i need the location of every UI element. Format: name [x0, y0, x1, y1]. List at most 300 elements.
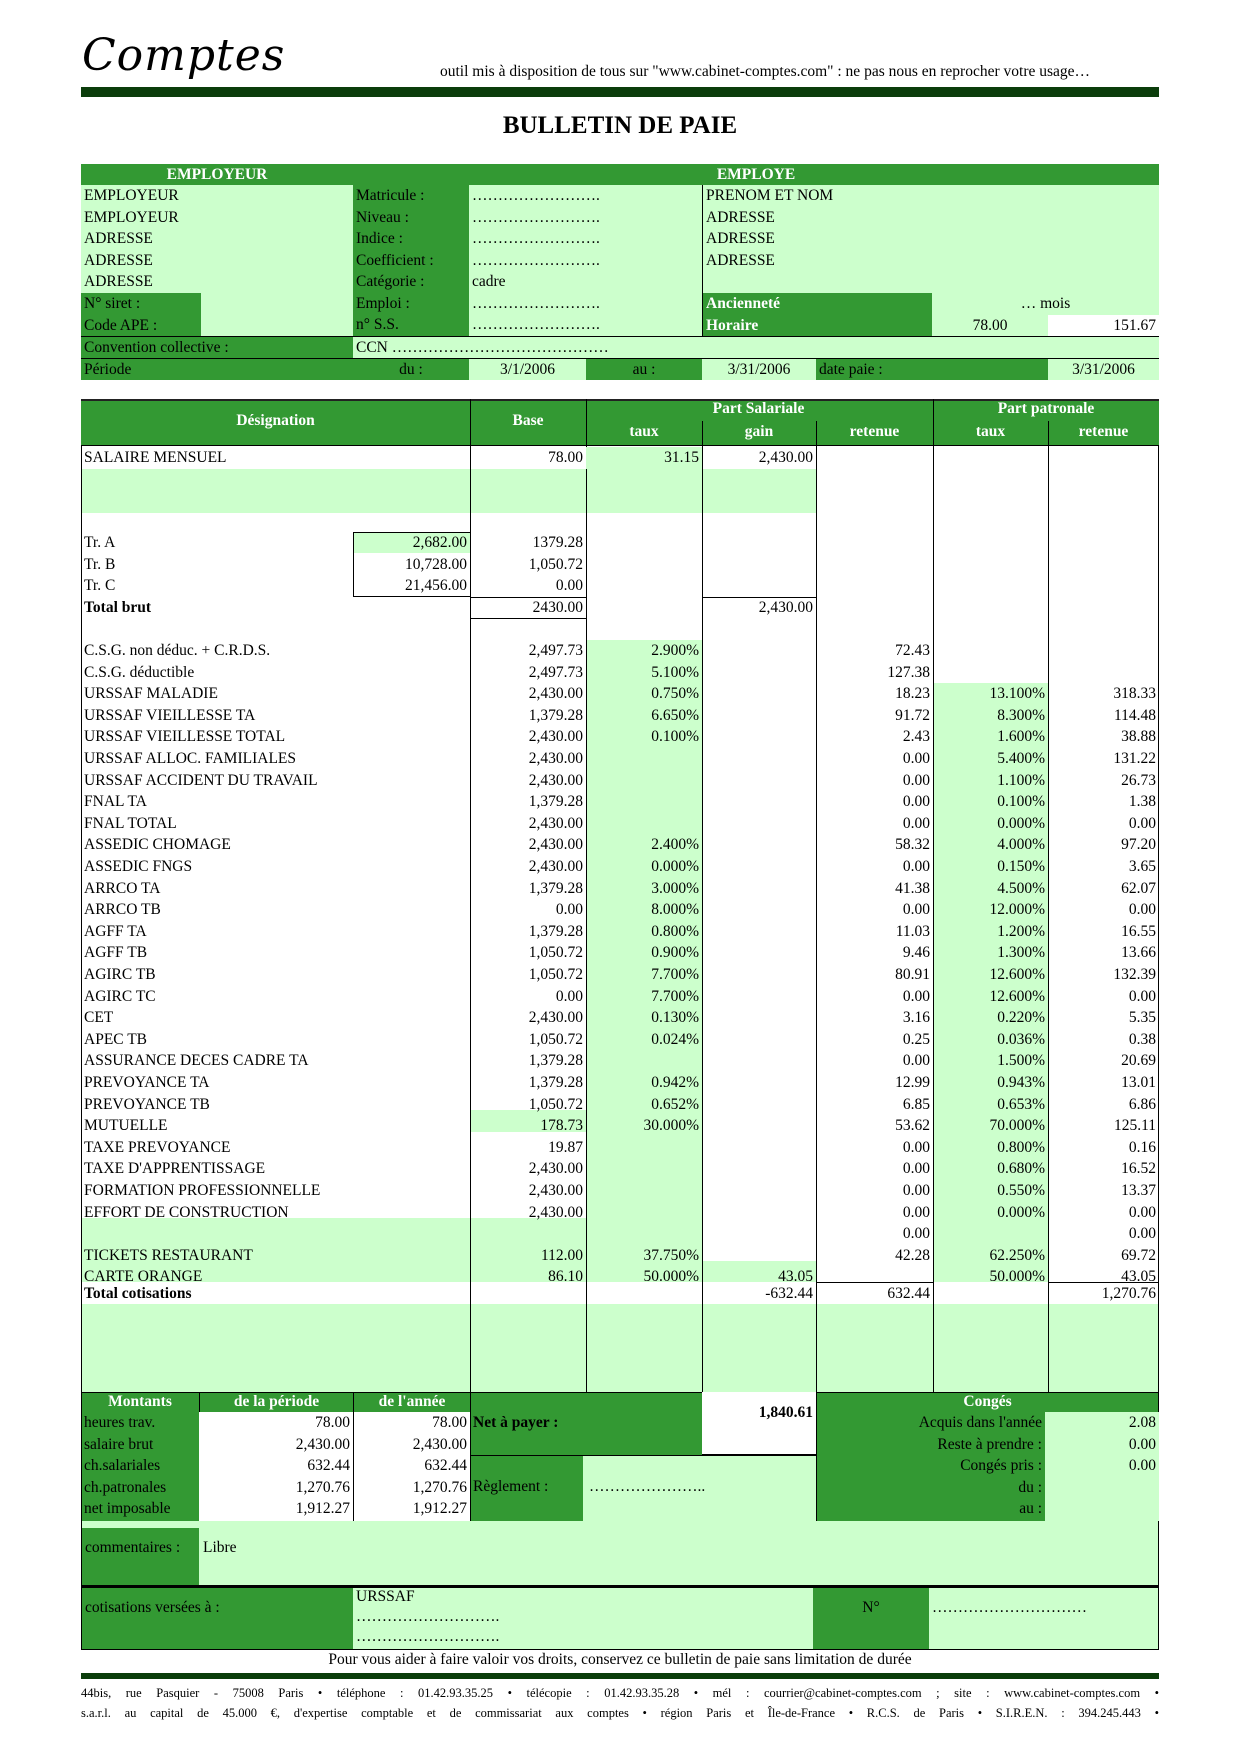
footer-legal: s.a.r.l. au capital de 45.000 €, d'expertise comptable et de commissariat aux comptes • région Paris et Île-de-France • R.C.S. de Paris • S.I.R.E.N. : 394.245.443 • — [81, 1706, 1159, 1720]
table-row — [81, 1115, 1159, 1137]
row-sal-taux[interactable]: 0.130% — [651, 1009, 699, 1027]
row-sal-retenue: 0.00 — [902, 987, 930, 1005]
row-sal-gain — [702, 1180, 816, 1202]
row-pat-retenue: 0.16 — [1128, 1138, 1156, 1156]
table-row — [81, 748, 1159, 770]
indice-label: Indice : — [356, 230, 403, 247]
row-sal-gain — [702, 856, 816, 878]
table-row — [81, 1223, 1159, 1245]
row-sal-taux[interactable]: 0.900% — [651, 944, 699, 962]
table-row — [81, 1180, 1159, 1202]
conges-value[interactable]: 2.08 — [1128, 1414, 1156, 1431]
row-pat-taux[interactable] — [933, 662, 1048, 684]
tranche-base: 1,050.72 — [528, 555, 583, 573]
montants-row — [81, 1434, 470, 1456]
row-base: 19.87 — [548, 1138, 583, 1156]
row-sal-retenue: 0.00 — [902, 771, 930, 789]
row-base: 2,430.00 — [528, 858, 583, 875]
row-sal-retenue: 0.00 — [902, 750, 930, 767]
employee-field-values — [469, 185, 702, 336]
row-sal-gain — [702, 1137, 816, 1159]
table-row — [81, 705, 1159, 727]
row-sal-taux[interactable]: 5.100% — [651, 663, 699, 681]
row-base: 1,379.28 — [528, 1074, 583, 1091]
row-pat-retenue: 5.35 — [1128, 1009, 1156, 1027]
row-sal-retenue: 91.72 — [895, 706, 930, 724]
period-du-label: du : — [353, 358, 469, 380]
row-sal-taux[interactable] — [586, 813, 702, 835]
row-sal-retenue: 0.00 — [902, 858, 930, 875]
row-base: 1,379.28 — [528, 879, 583, 897]
row-pat-taux[interactable]: 1.500% — [997, 1052, 1045, 1070]
total-pat-retenue: 1,270.76 — [1101, 1285, 1156, 1302]
employer-line: ADRESSE — [84, 230, 153, 247]
row-sal-taux[interactable] — [586, 748, 702, 770]
row-sal-retenue: 0.00 — [902, 901, 930, 919]
commentaires-label: commentaires : — [81, 1528, 199, 1585]
row-sal-retenue: 53.62 — [895, 1117, 930, 1135]
table-row — [81, 683, 1159, 705]
row-sal-taux[interactable]: 3.000% — [651, 879, 699, 897]
row-label: TICKETS RESTAURANT — [84, 1246, 253, 1264]
conges-row — [816, 1412, 1159, 1434]
table-row — [81, 1245, 1159, 1267]
row-sal-retenue: 72.43 — [895, 642, 930, 659]
niveau-label: Niveau : — [356, 208, 409, 226]
net-a-payer-label: Net à payer : — [473, 1414, 559, 1431]
row-sal-retenue: 58.32 — [895, 836, 930, 854]
table-row — [81, 1050, 1159, 1072]
montants-periode: 1,912.27 — [295, 1500, 350, 1517]
organisme-line[interactable]: URSSAF — [356, 1588, 415, 1605]
total-sal-retenue: 632.44 — [887, 1285, 930, 1302]
row-sal-gain — [702, 748, 816, 770]
employer-line: ADRESSE — [84, 273, 153, 290]
employee-name-area — [702, 185, 1159, 293]
ape-value[interactable] — [201, 315, 353, 337]
row-sal-taux[interactable]: 2.900% — [651, 642, 699, 659]
row-pat-taux[interactable]: 0.000% — [997, 1203, 1045, 1221]
row-sal-retenue: 11.03 — [895, 922, 930, 940]
row-pat-taux[interactable]: 12.600% — [989, 987, 1045, 1005]
row-sal-taux[interactable]: 7.700% — [651, 987, 699, 1005]
row-sal-gain — [702, 878, 816, 900]
row-pat-retenue: 0.00 — [1128, 987, 1156, 1005]
row-sal-gain — [702, 1007, 816, 1029]
organisme-line[interactable]: ………………………. — [356, 1608, 500, 1625]
row-base: 2,430.00 — [528, 685, 583, 703]
emploi-value[interactable]: ……………………. — [472, 294, 600, 312]
table-row — [81, 1007, 1159, 1029]
row-sal-gain — [702, 921, 816, 943]
row-pat-taux[interactable]: 0.550% — [997, 1182, 1045, 1199]
row-sal-taux[interactable]: 50.000% — [643, 1268, 699, 1286]
row-base: 1,050.72 — [528, 944, 583, 962]
row-pat-retenue: 0.00 — [1128, 1225, 1156, 1243]
reglement-value[interactable]: ………………….. — [589, 1478, 706, 1495]
matricule-value[interactable]: ……………………. — [472, 187, 600, 204]
cotisations-versees-label: cotisations versées à : — [82, 1588, 353, 1649]
anciennete-value[interactable]: … mois — [932, 293, 1159, 315]
row-label: PREVOYANCE TA — [84, 1074, 210, 1091]
row-base: 1,050.72 — [528, 966, 583, 983]
siret-value[interactable] — [201, 293, 353, 315]
row-sal-gain — [702, 1094, 816, 1116]
row-label: URSSAF VIEILLESSE TA — [84, 706, 256, 724]
row-sal-taux[interactable]: 37.750% — [643, 1246, 699, 1264]
table-row — [81, 1158, 1159, 1180]
table-row-tranche — [81, 532, 1159, 554]
convention-value[interactable]: CCN …………………………………… — [353, 336, 1159, 358]
table-row-total-cotisations — [81, 1283, 1159, 1305]
row-pat-taux[interactable]: 0.150% — [997, 858, 1045, 875]
row-pat-taux[interactable]: 0.800% — [997, 1138, 1045, 1156]
table-row — [81, 726, 1159, 748]
row-base: 2,497.73 — [528, 642, 583, 659]
period-au-label: au : — [586, 358, 702, 380]
row-sal-retenue: 0.00 — [902, 1203, 930, 1221]
row-pat-retenue: 0.00 — [1128, 901, 1156, 919]
date-paie-value[interactable]: 3/31/2006 — [1048, 358, 1159, 380]
row-pat-taux[interactable]: 0.680% — [997, 1160, 1045, 1178]
ape-label: Code APE : — [81, 315, 201, 337]
row-sal-taux[interactable]: 0.750% — [651, 685, 699, 703]
period-start-date[interactable]: 3/1/2006 — [469, 358, 586, 380]
convention-label: Convention collective : — [81, 336, 353, 358]
row-pat-taux[interactable]: 0.943% — [997, 1074, 1045, 1091]
row-pat-taux[interactable]: 50.000% — [989, 1268, 1045, 1286]
row-pat-retenue: 1.38 — [1128, 793, 1156, 811]
conges-header: Congés — [963, 1393, 1012, 1410]
col-de-l-annee: de l'année — [353, 1392, 470, 1412]
row-pat-taux[interactable]: 0.000% — [997, 814, 1045, 832]
tranche-label: Tr. A — [84, 534, 116, 551]
row-pat-taux[interactable]: 13.100% — [989, 685, 1045, 703]
row-sal-taux[interactable]: 6.650% — [651, 706, 699, 724]
matricule-label: Matricule : — [356, 187, 425, 204]
row-sal-taux[interactable]: 0.652% — [651, 1095, 699, 1113]
row-base: 2,430.00 — [528, 728, 583, 746]
table-row — [81, 856, 1159, 878]
total-brut-gain: 2,430.00 — [758, 598, 813, 616]
col-designation: Désignation — [236, 412, 315, 429]
row-sal-retenue: 2.43 — [902, 728, 930, 746]
footer-notice: Pour vous aider à faire valoir vos droits, conservez ce bulletin de paie sans limitation de durée — [328, 1651, 912, 1668]
row-pat-taux[interactable]: 0.036% — [997, 1030, 1045, 1048]
row-pat-taux[interactable]: 70.000% — [989, 1117, 1045, 1135]
row-sal-taux[interactable]: 0.000% — [651, 858, 699, 875]
montants-row — [81, 1412, 470, 1434]
row-base: 2,430.00 — [528, 1160, 583, 1178]
row-pat-taux[interactable]: 5.400% — [997, 750, 1045, 767]
row-label: CET — [84, 1009, 114, 1027]
tranche-label: Tr. B — [84, 555, 116, 573]
row-pat-retenue: 62.07 — [1121, 879, 1156, 897]
employer-line: EMPLOYEUR — [84, 208, 179, 226]
row-pat-retenue: 16.52 — [1121, 1160, 1156, 1178]
row-label: FORMATION PROFESSIONNELLE — [84, 1182, 321, 1199]
row-sal-taux[interactable] — [586, 1180, 702, 1202]
row-sal-retenue: 41.38 — [895, 879, 930, 897]
row-sal-gain — [702, 1029, 816, 1051]
employee-name: PRENOM ET NOM — [706, 187, 834, 204]
horaire-label: Horaire — [702, 315, 932, 337]
table-row — [81, 1202, 1159, 1224]
total-brut-base: 2430.00 — [532, 598, 583, 616]
row-label: C.S.G. non déduc. + C.R.D.S. — [84, 642, 271, 659]
row-pat-retenue: 16.55 — [1121, 922, 1156, 940]
row-pat-taux[interactable]: 1.600% — [997, 728, 1045, 746]
montants-label: salaire brut — [84, 1435, 154, 1453]
montants-annee: 632.44 — [424, 1457, 467, 1474]
organisme-line[interactable]: ………………………. — [356, 1628, 500, 1645]
montants-annee: 2,430.00 — [412, 1435, 467, 1453]
row-pat-taux[interactable]: 0.220% — [997, 1009, 1045, 1027]
row-pat-retenue: 125.11 — [1113, 1117, 1156, 1135]
montants-row — [81, 1498, 470, 1520]
commentaires-input[interactable]: Libre — [203, 1539, 237, 1556]
col-part-salariale: Part Salariale — [712, 400, 805, 417]
tranche-label: Tr. C — [84, 577, 116, 595]
row-sal-gain — [702, 1223, 816, 1245]
row-sal-taux[interactable] — [586, 1158, 702, 1180]
row-sal-retenue: 127.38 — [887, 663, 930, 681]
table-row-tranche — [81, 575, 1159, 597]
row-pat-retenue: 318.33 — [1113, 685, 1156, 703]
row-sal-taux[interactable] — [586, 1223, 702, 1245]
page-title: BULLETIN DE PAIE — [502, 112, 738, 139]
table-row — [81, 921, 1159, 943]
row-pat-taux[interactable]: 8.300% — [997, 706, 1045, 724]
row-pat-retenue: 38.88 — [1121, 728, 1156, 746]
row-sal-taux[interactable]: 30.000% — [643, 1117, 699, 1135]
period-label: Période — [81, 358, 353, 380]
tranche-plafond: 21,456.00 — [405, 577, 467, 595]
conges-row — [816, 1477, 1159, 1499]
total-sal-gain: -632.44 — [765, 1285, 813, 1302]
row-pat-taux[interactable]: 1.200% — [997, 922, 1045, 940]
row-label: ASSURANCE DECES CADRE TA — [84, 1052, 309, 1070]
emploi-label: Emploi : — [356, 294, 410, 312]
row-sal-gain — [702, 899, 816, 921]
row-base: 86.10 — [548, 1268, 583, 1286]
row-sal-taux[interactable]: 0.100% — [651, 728, 699, 746]
table-row — [81, 834, 1159, 856]
row-sal-gain — [702, 964, 816, 986]
montants-row — [81, 1477, 470, 1499]
row-sal-gain — [702, 1050, 816, 1072]
employer-line: EMPLOYEUR — [84, 187, 179, 204]
row-sal-gain — [702, 791, 816, 813]
row-base: 2,430.00 — [528, 750, 583, 767]
row-pat-taux[interactable]: 62.250% — [989, 1246, 1045, 1264]
horaire-reference: 151.67 — [1048, 315, 1159, 337]
row-base: 2,430.00 — [528, 1009, 583, 1027]
numero-value[interactable]: ………………………… — [932, 1599, 1087, 1616]
row-sal-gain: 2,430.00 — [758, 449, 813, 466]
row-sal-taux[interactable] — [586, 770, 702, 792]
col-part-patronale: Part patronale — [997, 400, 1095, 417]
row-sal-taux[interactable]: 0.800% — [651, 922, 699, 940]
montants-label: net imposable — [84, 1500, 171, 1517]
employee-address: ADRESSE — [706, 230, 775, 247]
total-cotisations-label: Total cotisations — [84, 1285, 192, 1302]
row-pat-taux[interactable]: 0.653% — [997, 1095, 1045, 1113]
row-pat-retenue: 0.00 — [1128, 1203, 1156, 1221]
row-sal-taux[interactable]: 0.942% — [651, 1074, 699, 1091]
table-row-total-brut — [81, 597, 1159, 619]
montants-periode: 2,430.00 — [295, 1435, 350, 1453]
row-pat-taux[interactable]: 1.100% — [997, 771, 1045, 789]
row-base: 1,379.28 — [528, 922, 583, 940]
row-sal-taux[interactable] — [586, 791, 702, 813]
row-pat-retenue: 69.72 — [1121, 1246, 1156, 1264]
row-sal-gain — [702, 1245, 816, 1267]
employee-address: ADRESSE — [706, 208, 775, 226]
tranche-plafond[interactable]: 2,682.00 — [412, 534, 467, 551]
row-sal-taux[interactable] — [586, 1050, 702, 1072]
table-row — [81, 791, 1159, 813]
montants-annee: 1,270.76 — [412, 1478, 467, 1496]
tranche-base: 0.00 — [555, 577, 583, 595]
row-label: AGFF TA — [84, 922, 147, 940]
row-label: C.S.G. déductible — [84, 663, 195, 681]
row-label: ARRCO TB — [84, 901, 161, 919]
row-pat-retenue: 43.05 — [1121, 1268, 1156, 1286]
row-sal-retenue: 9.46 — [902, 944, 930, 962]
row-label: ASSEDIC CHOMAGE — [84, 836, 231, 854]
row-label: APEC TB — [84, 1030, 148, 1048]
row-label: TAXE PREVOYANCE — [84, 1138, 231, 1156]
row-base: 2,430.00 — [528, 1182, 583, 1199]
montants-label: heures trav. — [84, 1414, 156, 1431]
niveau-value[interactable]: ……………………. — [472, 208, 600, 226]
tranche-base: 1379.28 — [532, 534, 583, 551]
row-base: 178.73 — [540, 1117, 583, 1135]
row-label: FNAL TA — [84, 793, 147, 811]
table-row — [81, 813, 1159, 835]
conges-value[interactable]: 0.00 — [1128, 1457, 1156, 1474]
footer-bar — [81, 1673, 1159, 1679]
horaire-value[interactable]: 78.00 — [932, 315, 1048, 337]
row-sal-retenue: 3.16 — [902, 1009, 930, 1027]
anciennete-label: Ancienneté — [702, 293, 932, 315]
row-sal-taux[interactable]: 2.400% — [651, 836, 699, 854]
row-base — [470, 1223, 586, 1245]
row-pat-taux[interactable]: 4.500% — [997, 879, 1045, 897]
row-pat-retenue: 0.38 — [1128, 1030, 1156, 1048]
row-sal-taux[interactable]: 7.700% — [651, 966, 699, 983]
row-pat-taux[interactable]: 0.100% — [997, 793, 1045, 811]
row-sal-retenue: 0.00 — [902, 814, 930, 832]
row-sal-gain — [702, 1115, 816, 1137]
row-sal-gain — [702, 1202, 816, 1224]
conges-label: Congés pris : — [960, 1457, 1042, 1474]
conges-label: Acquis dans l'année — [918, 1414, 1042, 1431]
row-pat-retenue: 6.86 — [1128, 1095, 1156, 1113]
row-sal-taux[interactable] — [586, 1137, 702, 1159]
row-base: 0.00 — [555, 987, 583, 1005]
montants-label: ch.patronales — [84, 1478, 167, 1496]
period-end-date[interactable]: 3/31/2006 — [702, 358, 816, 380]
row-pat-retenue: 13.66 — [1121, 944, 1156, 962]
table-row-salaire — [81, 447, 1159, 469]
footer-address: 44bis, rue Pasquier - 75008 Paris • téléphone : 01.42.93.35.25 • télécopie : 01.42.93.35.28 • mél : courrier@cabinet-comptes.com ; site : www.cabinet-comptes.com • — [81, 1686, 1159, 1700]
row-pat-taux[interactable] — [933, 640, 1048, 662]
row-pat-retenue: 13.37 — [1121, 1182, 1156, 1199]
table-row — [81, 1094, 1159, 1116]
col-sal-retenue: retenue — [849, 423, 900, 440]
row-sal-taux[interactable]: 0.024% — [651, 1030, 699, 1048]
row-base: 2,430.00 — [528, 836, 583, 854]
table-row — [81, 964, 1159, 986]
row-pat-taux[interactable]: 4.000% — [997, 836, 1045, 854]
table-row — [81, 878, 1159, 900]
col-pat-taux: taux — [975, 423, 1006, 440]
row-sal-gain — [702, 640, 816, 662]
table-row — [81, 1029, 1159, 1051]
row-pat-taux[interactable] — [933, 1223, 1048, 1245]
row-label — [81, 1223, 470, 1245]
numero-label: N° — [813, 1588, 929, 1649]
table-row — [81, 662, 1159, 684]
employee-field-labels — [353, 185, 469, 336]
tagline: outil mis à disposition de tous sur "www.cabinet-comptes.com" : ne pas nous en reprocher votre usage… — [440, 63, 1091, 80]
row-base: 1,379.28 — [528, 793, 583, 811]
conges-label: du : — [1018, 1478, 1042, 1496]
row-pat-retenue: 20.69 — [1121, 1052, 1156, 1070]
col-de-la-periode: de la période — [199, 1392, 353, 1412]
row-base: 2,497.73 — [528, 663, 583, 681]
row-sal-gain — [702, 1072, 816, 1094]
row-sal-gain — [702, 662, 816, 684]
row-pat-taux[interactable]: 12.000% — [989, 901, 1045, 919]
conges-value[interactable]: 0.00 — [1128, 1435, 1156, 1453]
row-sal-retenue: 0.00 — [902, 1160, 930, 1178]
row-sal-taux[interactable]: 8.000% — [651, 901, 699, 919]
row-sal-retenue: 0.25 — [902, 1030, 930, 1048]
table-row — [81, 1072, 1159, 1094]
tranche-plafond: 10,728.00 — [405, 555, 467, 573]
row-base: 0.00 — [555, 901, 583, 919]
row-sal-gain — [702, 770, 816, 792]
table-row — [81, 899, 1159, 921]
row-sal-gain — [702, 942, 816, 964]
row-sal-gain — [702, 705, 816, 727]
net-a-payer-value: 1,840.61 — [702, 1392, 816, 1455]
montants-periode: 632.44 — [307, 1457, 350, 1474]
row-pat-taux[interactable]: 1.300% — [997, 944, 1045, 962]
row-sal-gain — [702, 986, 816, 1008]
row-base: 78.00 — [548, 449, 583, 466]
ss-value[interactable]: ……………………. — [472, 316, 600, 333]
categorie-value[interactable]: cadre — [472, 273, 506, 290]
indice-value[interactable]: ……………………. — [472, 230, 600, 247]
coefficient-label: Coefficient : — [356, 251, 434, 269]
table-row — [81, 1137, 1159, 1159]
conges-label: au : — [1019, 1500, 1042, 1517]
row-sal-taux[interactable] — [586, 1202, 702, 1224]
row-sal-taux[interactable]: 31.15 — [586, 447, 702, 469]
conges-row — [816, 1455, 1159, 1477]
employee-address: ADRESSE — [706, 251, 775, 269]
coefficient-value[interactable]: ……………………. — [472, 251, 600, 269]
ss-label: n° S.S. — [356, 316, 399, 333]
row-sal-retenue: 6.85 — [902, 1095, 930, 1113]
row-pat-taux[interactable]: 12.600% — [989, 966, 1045, 983]
row-base: 1,379.28 — [528, 706, 583, 724]
col-pat-retenue: retenue — [1078, 423, 1129, 440]
